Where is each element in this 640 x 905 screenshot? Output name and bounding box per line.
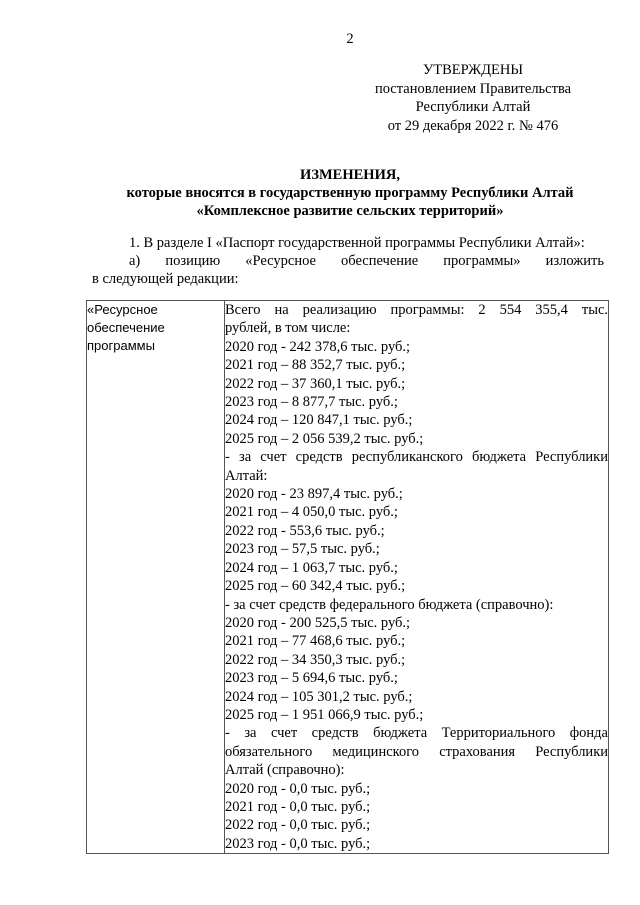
title-line-1: ИЗМЕНЕНИЯ,	[300, 167, 400, 183]
approval-resolution: постановлением Правительства	[374, 80, 572, 97]
total-year-line: 2025 год – 2 056 539,2 тыс. руб.;	[225, 430, 424, 447]
para2-word: обеспечение	[341, 253, 419, 269]
paragraph-1: 1. В разделе I «Паспорт государственной программы Республики Алтай»:	[129, 235, 585, 251]
title-line-2: которые вносятся в государственную программу Республики Алтай	[126, 185, 574, 201]
republic-year-line: 2023 год – 57,5 тыс. руб.;	[225, 541, 380, 558]
para2-word: программы»	[443, 253, 521, 269]
fund-budget-line: Алтай (справочно):	[225, 762, 345, 779]
republic-year-line: 2020 год - 23 897,4 тыс. руб.;	[225, 486, 403, 503]
para2-word: а)	[129, 253, 141, 269]
fund-year-line: 2022 год - 0,0 тыс. руб.;	[225, 817, 371, 834]
title-line-3: «Комплексное развитие сельских территорий»	[196, 203, 504, 219]
page-number: 2	[346, 31, 354, 47]
total-line: рублей, в том числе:	[225, 320, 351, 337]
republic-year-line: 2024 год – 1 063,7 тыс. руб.;	[225, 559, 398, 576]
republic-year-line: 2025 год – 60 342,4 тыс. руб.;	[225, 578, 406, 595]
position-label: «Ресурсное обеспечение программы	[87, 301, 225, 854]
fund-year-line: 2023 год - 0,0 тыс. руб.;	[225, 835, 371, 852]
paragraph-2	[92, 252, 604, 288]
federal-year-line: 2024 год – 105 301,2 тыс. руб.;	[225, 688, 413, 705]
fund-year-line: 2020 год - 0,0 тыс. руб.;	[225, 780, 371, 797]
republic-year-line: 2021 год – 4 050,0 тыс. руб.;	[225, 504, 398, 521]
para2-word: «Ресурсное	[245, 253, 316, 269]
federal-year-line: 2020 год - 200 525,5 тыс. руб.;	[225, 614, 411, 631]
republic-budget-line: - за счет средств республиканского бюджета Республики	[225, 449, 608, 466]
fund-year-line: 2021 год - 0,0 тыс. руб.;	[225, 798, 371, 815]
total-year-line: 2023 год – 8 877,7 тыс. руб.;	[225, 394, 398, 411]
total-year-line: 2024 год – 120 847,1 тыс. руб.;	[225, 412, 413, 429]
paragraph-2-second-line: в следующей редакции:	[92, 271, 239, 287]
approval-region: Республики Алтай	[415, 99, 531, 115]
republic-budget-line: Алтай:	[225, 467, 268, 484]
approval-heading: УТВЕРЖДЕНЫ	[422, 62, 524, 78]
para2-word: изложить	[545, 253, 604, 269]
document-title	[0, 166, 640, 220]
fund-budget-line: - за счет средств бюджета Территориального фонда	[225, 725, 608, 742]
federal-year-line: 2025 год – 1 951 066,9 тыс. руб.;	[225, 706, 424, 723]
para2-word: позицию	[165, 253, 221, 269]
total-year-line: 2020 год - 242 378,6 тыс. руб.;	[225, 338, 411, 355]
resource-table	[86, 300, 609, 854]
republic-year-line: 2022 год - 553,6 тыс. руб.;	[225, 522, 385, 539]
funding-details	[225, 301, 609, 854]
approval-date: от 29 декабря 2022 г. № 476	[387, 117, 559, 134]
federal-year-line: 2021 год – 77 468,6 тыс. руб.;	[225, 633, 406, 650]
federal-budget-line: - за счет средств федерального бюджета (справочно):	[225, 596, 554, 613]
paragraph-2-first-line	[92, 252, 604, 270]
federal-year-line: 2023 год – 5 694,6 тыс. руб.;	[225, 670, 398, 687]
federal-year-line: 2022 год – 34 350,3 тыс. руб.;	[225, 651, 406, 668]
total-year-line: 2021 год – 88 352,7 тыс. руб.;	[225, 357, 406, 374]
fund-budget-line: обязательного медицинского страхования Республики	[225, 743, 608, 760]
table-row	[87, 301, 609, 854]
total-year-line: 2022 год – 37 360,1 тыс. руб.;	[225, 375, 406, 392]
approval-stamp	[360, 61, 586, 135]
total-line: Всего на реализацию программы: 2 554 355,4 тыс.	[225, 302, 608, 318]
